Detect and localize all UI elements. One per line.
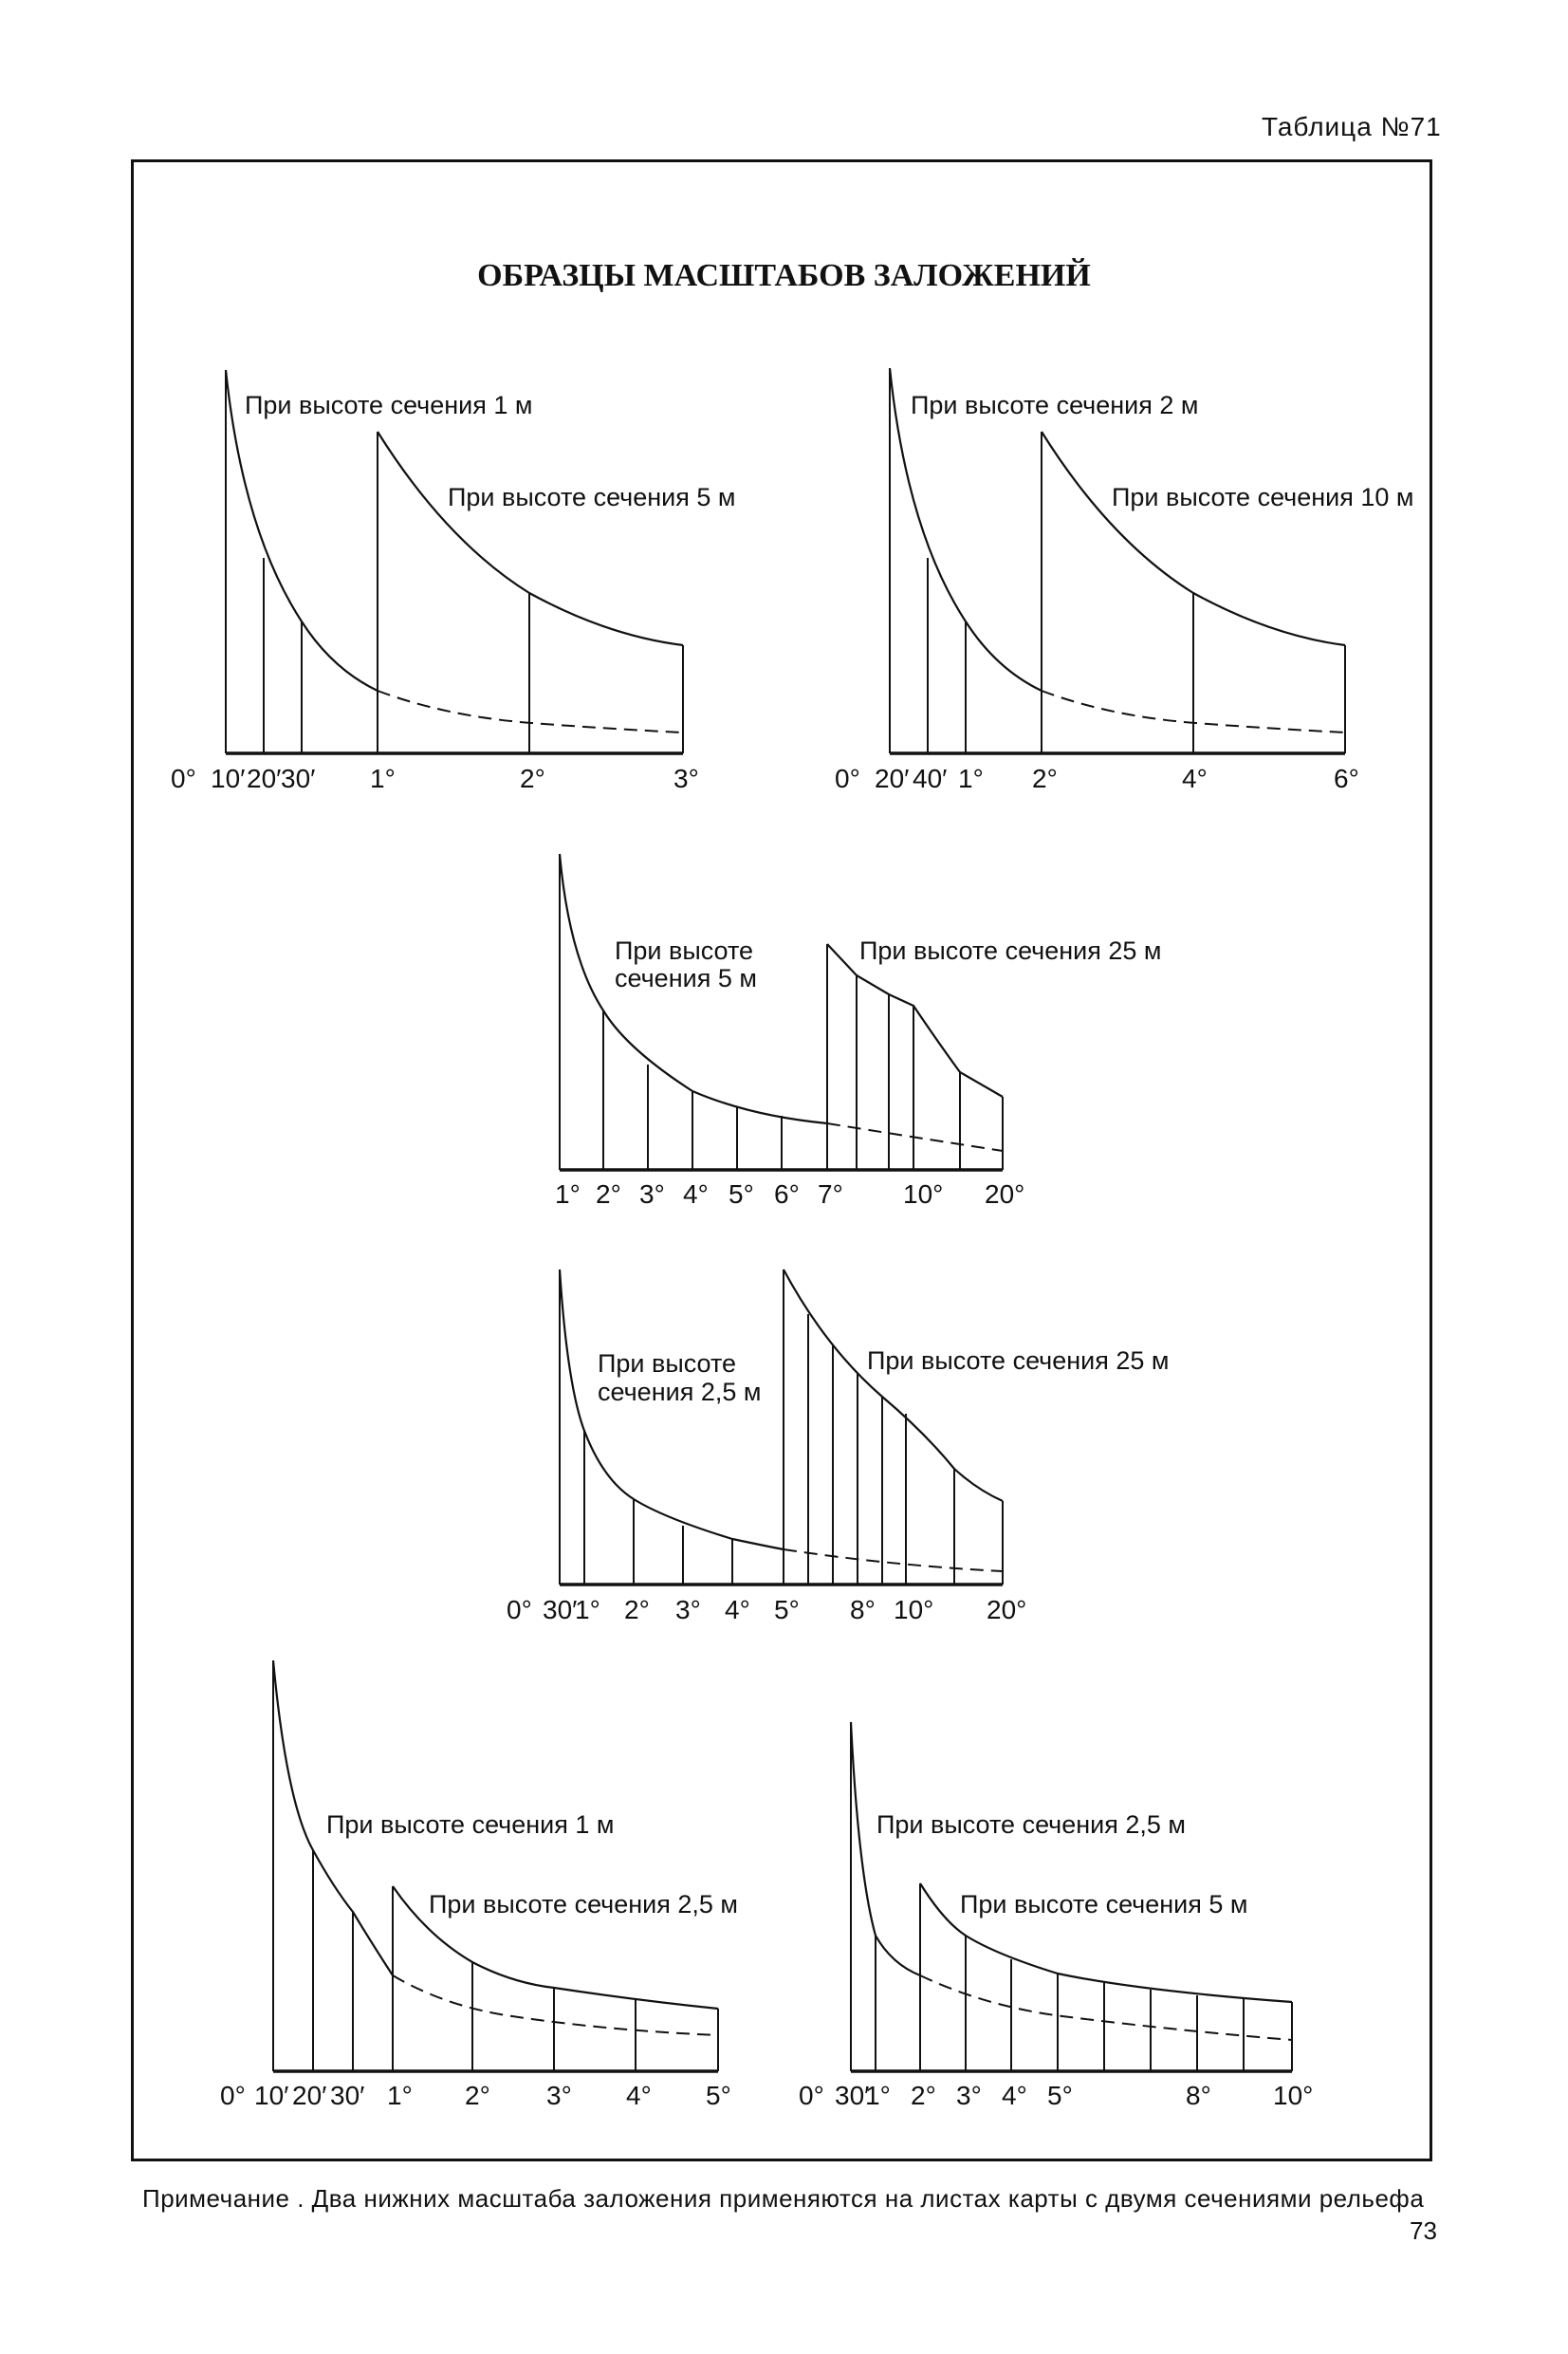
tick-label: 20′ — [875, 764, 910, 793]
tick-label: 0° — [835, 764, 860, 793]
tick-label: 2° — [1032, 764, 1058, 793]
tick-label: 20° — [985, 1179, 1025, 1209]
tick-label: 10° — [1273, 2081, 1314, 2110]
page-number: 73 — [1410, 2216, 1437, 2245]
tick-label: 5° — [774, 1595, 800, 1624]
tick-label: 30′ — [543, 1595, 578, 1624]
tick-label: 10′ — [211, 764, 246, 793]
tick-label: 5° — [1047, 2081, 1073, 2110]
tick-label: 20° — [987, 1595, 1027, 1624]
scale-2-5m-25m — [507, 1270, 1169, 1624]
tick-label: 30′ — [835, 2081, 870, 2110]
curve-small-continuation — [393, 1975, 718, 2035]
scale-5m-25m — [555, 854, 1161, 1209]
tick-label: 20′ — [247, 764, 282, 793]
tick-label: 6° — [1334, 764, 1359, 793]
label-small-section: При высоте сечения 1 м — [245, 391, 533, 419]
footnote: Примечание . Два нижних масштаба заложения применяются на листах карты с двумя сечениями рельефа — [142, 2184, 1425, 2213]
tick-label: 1° — [958, 764, 984, 793]
tick-label: 3° — [546, 2081, 572, 2110]
label-large-section: При высоте сечения 5 м — [960, 1890, 1248, 1918]
page-title: ОБРАЗЦЫ МАСШТАБОВ ЗАЛОЖЕНИЙ — [477, 258, 1091, 293]
tick-label: 4° — [1182, 764, 1208, 793]
label-small-section-line1: При высоте — [615, 936, 754, 965]
tick-label: 4° — [626, 2081, 652, 2110]
label-large-section: При высоте сечения 10 м — [1112, 483, 1414, 511]
tick-label: 2° — [465, 2081, 490, 2110]
tick-label: 0° — [507, 1595, 532, 1624]
label-small-section: При высоте сечения 2 м — [911, 391, 1199, 419]
tick-label: 30′ — [281, 764, 316, 793]
tick-label: 30′ — [330, 2081, 365, 2110]
curve-large-section — [827, 944, 1003, 1097]
tick-label: 2° — [624, 1595, 650, 1624]
tick-label: 1° — [387, 2081, 413, 2110]
label-small-section-line2: сечения 5 м — [615, 964, 757, 992]
label-small-section: При высоте сечения 1 м — [326, 1810, 615, 1839]
tick-label: 2° — [520, 764, 545, 793]
tick-label: 2° — [596, 1179, 621, 1209]
tick-label: 5° — [706, 2081, 731, 2110]
tick-label: 1° — [575, 1595, 600, 1624]
tick-label: 2° — [911, 2081, 936, 2110]
scale-2m-10m — [835, 368, 1413, 793]
table-number: Таблица №71 — [1262, 112, 1442, 141]
tick-label: 1° — [555, 1179, 581, 1209]
tick-label: 0° — [799, 2081, 824, 2110]
tick-label: 8° — [1186, 2081, 1211, 2110]
label-small-section-line2: сечения 2,5 м — [598, 1378, 762, 1406]
label-small-section: При высоте сечения 2,5 м — [876, 1810, 1186, 1839]
curve-small-section — [560, 1270, 784, 1549]
tick-label: 6° — [774, 1179, 800, 1209]
label-small-section-line1: При высоте — [598, 1349, 737, 1378]
tick-label: 1° — [865, 2081, 891, 2110]
tick-label: 3° — [675, 1595, 701, 1624]
tick-label: 4° — [1002, 2081, 1027, 2110]
tick-label: 3° — [673, 764, 699, 793]
label-large-section: При высоте сечения 25 м — [859, 936, 1162, 965]
tick-label: 7° — [818, 1179, 843, 1209]
tick-label: 1° — [370, 764, 396, 793]
scale-1m-2-5m — [220, 1660, 738, 2110]
label-large-section: При высоте сечения 5 м — [448, 483, 736, 511]
tick-label: 0° — [220, 2081, 246, 2110]
tick-label: 4° — [725, 1595, 750, 1624]
tick-label: 0° — [171, 764, 196, 793]
tick-label: 20′ — [292, 2081, 327, 2110]
tick-label: 4° — [683, 1179, 709, 1209]
tick-label: 40′ — [913, 764, 948, 793]
label-large-section: При высоте сечения 25 м — [867, 1346, 1170, 1375]
curve-small-continuation — [784, 1549, 1003, 1571]
label-large-section: При высоте сечения 2,5 м — [429, 1890, 738, 1918]
tick-label: 5° — [729, 1179, 754, 1209]
curve-large-section — [784, 1270, 1003, 1501]
tick-label: 8° — [850, 1595, 876, 1624]
curve-small-continuation — [920, 1975, 1292, 2040]
scale-2-5m-5m — [799, 1722, 1313, 2110]
tick-label: 10′ — [254, 2081, 289, 2110]
scale-1m-5m — [171, 370, 735, 793]
tick-label: 3° — [639, 1179, 665, 1209]
curve-small-continuation — [827, 1123, 1003, 1151]
tick-label: 3° — [956, 2081, 982, 2110]
curve-small-section — [851, 1722, 920, 1975]
tick-label: 10° — [903, 1179, 944, 1209]
tick-label: 10° — [894, 1595, 934, 1624]
